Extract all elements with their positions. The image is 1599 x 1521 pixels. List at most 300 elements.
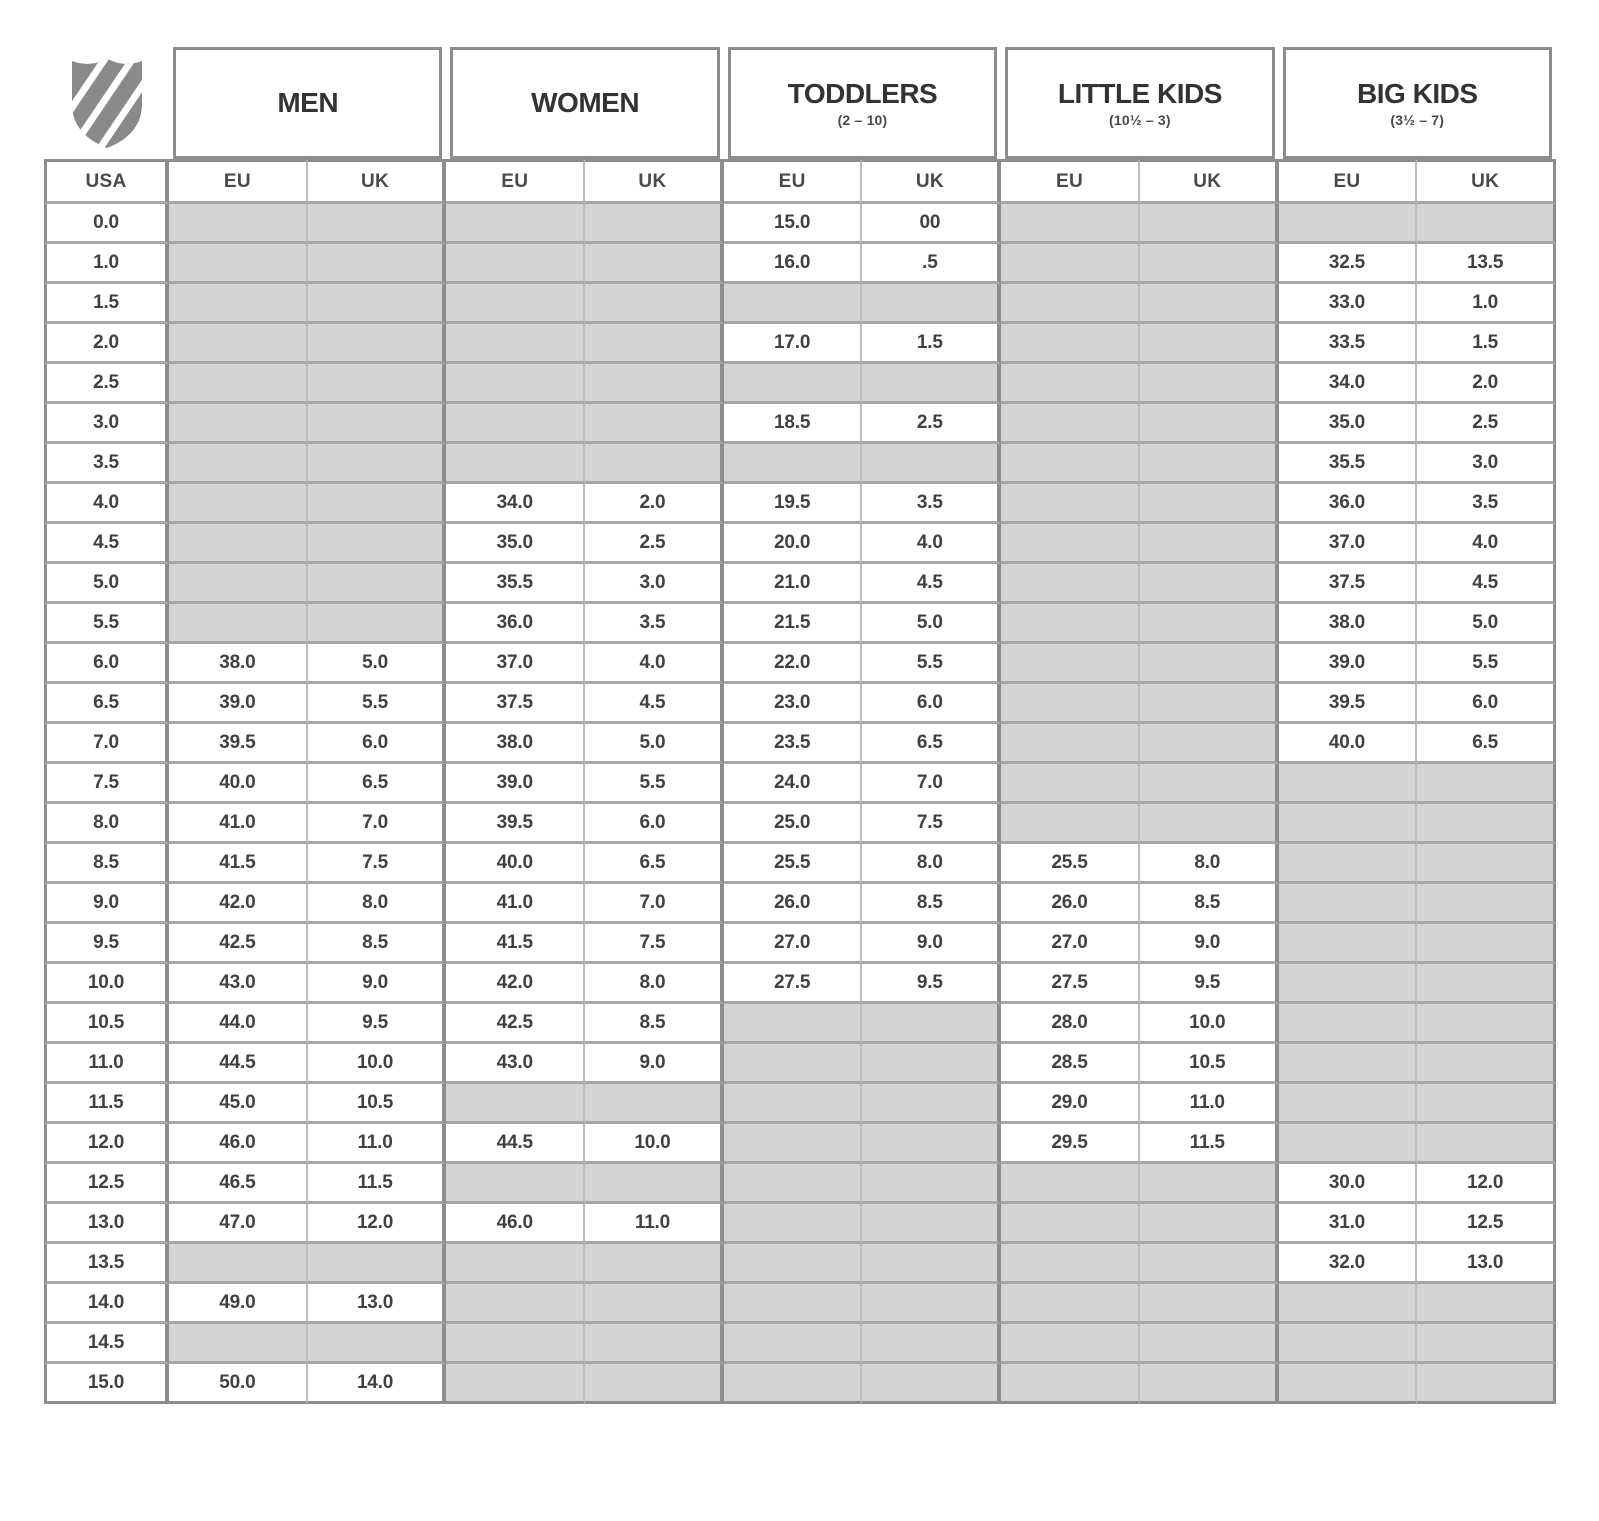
empty-cell	[1417, 1324, 1556, 1364]
group-subtitle: (2 – 10)	[837, 112, 888, 128]
size-cell: 0.0	[44, 204, 169, 244]
size-cell: 23.0	[724, 684, 863, 724]
empty-cell	[1140, 684, 1279, 724]
size-cell: 36.0	[446, 604, 585, 644]
size-cell: 38.0	[446, 724, 585, 764]
column-header-row	[44, 159, 1556, 204]
size-cell: 13.0	[44, 1204, 169, 1244]
empty-cell	[308, 1324, 447, 1364]
empty-cell	[1140, 1364, 1279, 1404]
size-cell: 7.0	[44, 724, 169, 764]
empty-cell	[1140, 284, 1279, 324]
empty-cell	[1001, 244, 1140, 284]
table-row	[44, 1324, 1556, 1364]
size-cell: 5.0	[862, 604, 1001, 644]
group-header-men	[169, 47, 446, 159]
size-cell: 41.0	[169, 804, 308, 844]
size-cell: 12.0	[308, 1204, 447, 1244]
size-cell: 6.5	[44, 684, 169, 724]
empty-cell	[724, 1324, 863, 1364]
empty-cell	[308, 324, 447, 364]
size-cell: 6.0	[585, 804, 724, 844]
size-cell: 42.5	[169, 924, 308, 964]
empty-cell	[1001, 804, 1140, 844]
empty-cell	[308, 1244, 447, 1284]
size-cell: 9.0	[862, 924, 1001, 964]
column-header-eu: EU	[724, 159, 863, 204]
table-row	[44, 1044, 1556, 1084]
size-cell: 8.0	[585, 964, 724, 1004]
size-cell: 11.0	[1140, 1084, 1279, 1124]
size-cell: 4.5	[862, 564, 1001, 604]
size-cell: 27.5	[1001, 964, 1140, 1004]
size-cell: 7.5	[862, 804, 1001, 844]
size-cell: 25.5	[724, 844, 863, 884]
size-cell: 9.5	[308, 1004, 447, 1044]
size-cell: 26.0	[1001, 884, 1140, 924]
empty-cell	[446, 364, 585, 404]
table-row	[44, 1204, 1556, 1244]
table-header-row	[44, 47, 1556, 159]
group-subtitle: (10½ – 3)	[1109, 112, 1171, 128]
column-header-usa: USA	[44, 159, 169, 204]
empty-cell	[1140, 524, 1279, 564]
column-header-uk: UK	[1417, 159, 1556, 204]
size-cell: 43.0	[169, 964, 308, 1004]
size-cell: 37.5	[446, 684, 585, 724]
empty-cell	[169, 204, 308, 244]
size-cell: 5.5	[308, 684, 447, 724]
empty-cell	[446, 1084, 585, 1124]
empty-cell	[724, 1084, 863, 1124]
empty-cell	[1279, 1364, 1418, 1404]
size-cell: 2.5	[862, 404, 1001, 444]
size-cell: 4.0	[1417, 524, 1556, 564]
empty-cell	[1001, 764, 1140, 804]
size-cell: 21.0	[724, 564, 863, 604]
table-row	[44, 1164, 1556, 1204]
size-cell: 38.0	[169, 644, 308, 684]
table-row	[44, 844, 1556, 884]
size-cell: 46.0	[169, 1124, 308, 1164]
empty-cell	[446, 404, 585, 444]
empty-cell	[446, 244, 585, 284]
empty-cell	[446, 1244, 585, 1284]
empty-cell	[1417, 844, 1556, 884]
empty-cell	[724, 1004, 863, 1044]
size-cell: 3.5	[44, 444, 169, 484]
empty-cell	[169, 484, 308, 524]
empty-cell	[724, 1244, 863, 1284]
size-cell: 15.0	[44, 1364, 169, 1404]
empty-cell	[724, 1124, 863, 1164]
empty-cell	[446, 1284, 585, 1324]
size-cell: 11.5	[308, 1164, 447, 1204]
size-cell: 22.0	[724, 644, 863, 684]
size-cell: 5.5	[585, 764, 724, 804]
size-cell: 6.0	[44, 644, 169, 684]
size-cell: 39.5	[169, 724, 308, 764]
empty-cell	[1279, 1284, 1418, 1324]
empty-cell	[169, 1244, 308, 1284]
empty-cell	[446, 284, 585, 324]
empty-cell	[169, 1324, 308, 1364]
size-cell: 8.0	[44, 804, 169, 844]
size-cell: 38.0	[1279, 604, 1418, 644]
size-cell: 46.0	[446, 1204, 585, 1244]
empty-cell	[1279, 884, 1418, 924]
empty-cell	[1279, 764, 1418, 804]
size-cell: 40.0	[169, 764, 308, 804]
size-cell: 13.5	[44, 1244, 169, 1284]
size-cell: 10.5	[44, 1004, 169, 1044]
empty-cell	[862, 1284, 1001, 1324]
empty-cell	[308, 284, 447, 324]
size-cell: 1.5	[862, 324, 1001, 364]
size-cell: 8.0	[308, 884, 447, 924]
size-cell: 10.0	[585, 1124, 724, 1164]
size-cell: 3.5	[585, 604, 724, 644]
size-cell: 24.0	[724, 764, 863, 804]
empty-cell	[169, 404, 308, 444]
empty-cell	[1279, 1044, 1418, 1084]
size-cell: 5.0	[1417, 604, 1556, 644]
table-row	[44, 1084, 1556, 1124]
empty-cell	[1279, 1124, 1418, 1164]
empty-cell	[169, 564, 308, 604]
table-row	[44, 284, 1556, 324]
empty-cell	[1001, 524, 1140, 564]
size-cell: 26.0	[724, 884, 863, 924]
empty-cell	[169, 604, 308, 644]
size-cell: 6.0	[1417, 684, 1556, 724]
empty-cell	[1279, 844, 1418, 884]
column-header-uk: UK	[1140, 159, 1279, 204]
size-cell: 14.5	[44, 1324, 169, 1364]
size-cell: 1.0	[44, 244, 169, 284]
table-row	[44, 204, 1556, 244]
empty-cell	[1417, 924, 1556, 964]
empty-cell	[1417, 804, 1556, 844]
size-cell: 5.5	[862, 644, 1001, 684]
size-cell: 19.5	[724, 484, 863, 524]
size-cell: 12.0	[44, 1124, 169, 1164]
empty-cell	[1140, 804, 1279, 844]
empty-cell	[1140, 724, 1279, 764]
size-cell: 4.5	[585, 684, 724, 724]
table-row	[44, 1364, 1556, 1404]
empty-cell	[585, 1364, 724, 1404]
empty-cell	[169, 524, 308, 564]
size-cell: 3.5	[862, 484, 1001, 524]
empty-cell	[1279, 1004, 1418, 1044]
table-row	[44, 684, 1556, 724]
size-cell: 9.0	[44, 884, 169, 924]
size-chart-page	[44, 47, 1556, 1404]
size-cell: 16.0	[724, 244, 863, 284]
size-cell: 6.5	[585, 844, 724, 884]
size-cell: 31.0	[1279, 1204, 1418, 1244]
size-cell: 34.0	[1279, 364, 1418, 404]
group-title: TODDLERS	[787, 78, 938, 109]
empty-cell	[1001, 204, 1140, 244]
empty-cell	[1279, 204, 1418, 244]
group-box	[450, 47, 719, 159]
empty-cell	[1140, 1204, 1279, 1244]
empty-cell	[446, 324, 585, 364]
column-header-eu: EU	[1279, 159, 1418, 204]
empty-cell	[724, 1164, 863, 1204]
size-cell: 8.0	[862, 844, 1001, 884]
size-cell: 11.5	[44, 1084, 169, 1124]
column-header-eu: EU	[169, 159, 308, 204]
empty-cell	[585, 364, 724, 404]
empty-cell	[724, 284, 863, 324]
empty-cell	[862, 1244, 1001, 1284]
empty-cell	[724, 364, 863, 404]
size-cell: 30.0	[1279, 1164, 1418, 1204]
size-cell: 3.0	[44, 404, 169, 444]
empty-cell	[585, 244, 724, 284]
size-cell: 15.0	[724, 204, 863, 244]
size-cell: 50.0	[169, 1364, 308, 1404]
table-row	[44, 764, 1556, 804]
empty-cell	[1001, 1204, 1140, 1244]
group-subtitle: (3½ – 7)	[1390, 112, 1445, 128]
size-cell: 42.0	[446, 964, 585, 1004]
size-cell: 12.0	[1417, 1164, 1556, 1204]
size-cell: 10.0	[44, 964, 169, 1004]
empty-cell	[1417, 884, 1556, 924]
size-cell: 5.0	[308, 644, 447, 684]
empty-cell	[1001, 444, 1140, 484]
size-cell: 42.5	[446, 1004, 585, 1044]
empty-cell	[1140, 764, 1279, 804]
size-cell: 13.0	[308, 1284, 447, 1324]
table-row	[44, 964, 1556, 1004]
table-row	[44, 1244, 1556, 1284]
empty-cell	[862, 1004, 1001, 1044]
table-row	[44, 564, 1556, 604]
column-header-uk: UK	[585, 159, 724, 204]
size-cell: 39.0	[1279, 644, 1418, 684]
empty-cell	[862, 1324, 1001, 1364]
empty-cell	[1417, 964, 1556, 1004]
empty-cell	[446, 1164, 585, 1204]
column-header-eu: EU	[446, 159, 585, 204]
size-cell: 35.0	[446, 524, 585, 564]
table-row	[44, 524, 1556, 564]
table-row	[44, 1124, 1556, 1164]
size-cell: 41.5	[169, 844, 308, 884]
empty-cell	[862, 1084, 1001, 1124]
size-cell: 7.0	[862, 764, 1001, 804]
table-row	[44, 1284, 1556, 1324]
size-cell: 4.0	[44, 484, 169, 524]
size-cell: 11.0	[44, 1044, 169, 1084]
empty-cell	[1140, 364, 1279, 404]
size-cell: 27.5	[724, 964, 863, 1004]
size-cell: 9.5	[862, 964, 1001, 1004]
size-cell: 9.5	[44, 924, 169, 964]
empty-cell	[1417, 1044, 1556, 1084]
empty-cell	[446, 1364, 585, 1404]
size-cell: 12.5	[44, 1164, 169, 1204]
size-cell: 5.5	[1417, 644, 1556, 684]
empty-cell	[169, 244, 308, 284]
size-cell: .5	[862, 244, 1001, 284]
empty-cell	[1140, 404, 1279, 444]
empty-cell	[1140, 324, 1279, 364]
size-cell: 42.0	[169, 884, 308, 924]
size-cell: 1.5	[44, 284, 169, 324]
empty-cell	[585, 1284, 724, 1324]
size-cell: 11.5	[1140, 1124, 1279, 1164]
size-cell: 32.0	[1279, 1244, 1418, 1284]
size-cell: 2.0	[1417, 364, 1556, 404]
empty-cell	[1140, 1244, 1279, 1284]
size-cell: 8.5	[1140, 884, 1279, 924]
empty-cell	[585, 1084, 724, 1124]
size-cell: 4.5	[1417, 564, 1556, 604]
group-header-toddlers	[724, 47, 1001, 159]
empty-cell	[1279, 924, 1418, 964]
empty-cell	[1140, 564, 1279, 604]
group-title: MEN	[277, 87, 339, 118]
size-cell: 7.0	[308, 804, 447, 844]
size-cell: 13.5	[1417, 244, 1556, 284]
empty-cell	[1417, 1084, 1556, 1124]
size-cell: 27.0	[724, 924, 863, 964]
size-cell: 1.0	[1417, 284, 1556, 324]
size-cell: 4.0	[585, 644, 724, 684]
size-cell: 7.5	[585, 924, 724, 964]
empty-cell	[862, 1164, 1001, 1204]
empty-cell	[1001, 324, 1140, 364]
size-cell: 45.0	[169, 1084, 308, 1124]
empty-cell	[169, 444, 308, 484]
size-cell: 6.5	[308, 764, 447, 804]
size-cell: 40.0	[1279, 724, 1418, 764]
column-header-uk: UK	[308, 159, 447, 204]
size-cell: 3.0	[585, 564, 724, 604]
size-cell: 44.0	[169, 1004, 308, 1044]
group-title: LITTLE KIDS	[1057, 78, 1222, 109]
kswiss-shield-icon	[69, 56, 145, 150]
table-row	[44, 804, 1556, 844]
empty-cell	[862, 444, 1001, 484]
column-header-eu: EU	[1001, 159, 1140, 204]
empty-cell	[308, 444, 447, 484]
size-cell: 25.0	[724, 804, 863, 844]
empty-cell	[585, 204, 724, 244]
table-row	[44, 404, 1556, 444]
group-box	[173, 47, 442, 159]
empty-cell	[1140, 1164, 1279, 1204]
size-cell: 25.5	[1001, 844, 1140, 884]
size-cell: 12.5	[1417, 1204, 1556, 1244]
size-cell: 32.5	[1279, 244, 1418, 284]
empty-cell	[1279, 1324, 1418, 1364]
size-cell: 44.5	[169, 1044, 308, 1084]
empty-cell	[862, 1044, 1001, 1084]
empty-cell	[308, 244, 447, 284]
empty-cell	[1001, 1364, 1140, 1404]
size-cell: 11.0	[585, 1204, 724, 1244]
empty-cell	[862, 284, 1001, 324]
empty-cell	[308, 204, 447, 244]
size-cell: 18.5	[724, 404, 863, 444]
table-row	[44, 244, 1556, 284]
empty-cell	[724, 1284, 863, 1324]
empty-cell	[308, 484, 447, 524]
size-cell: 7.0	[585, 884, 724, 924]
size-cell: 36.0	[1279, 484, 1418, 524]
size-cell: 8.5	[308, 924, 447, 964]
size-cell: 39.0	[169, 684, 308, 724]
table-row	[44, 484, 1556, 524]
empty-cell	[1001, 1284, 1140, 1324]
size-cell: 44.5	[446, 1124, 585, 1164]
empty-cell	[862, 1204, 1001, 1244]
size-cell: 37.5	[1279, 564, 1418, 604]
empty-cell	[1140, 204, 1279, 244]
empty-cell	[1417, 1004, 1556, 1044]
size-cell: 4.0	[862, 524, 1001, 564]
empty-cell	[1140, 244, 1279, 284]
size-table-body	[44, 204, 1556, 1404]
empty-cell	[169, 364, 308, 404]
empty-cell	[1001, 284, 1140, 324]
table-row	[44, 644, 1556, 684]
group-header-little-kids	[1001, 47, 1278, 159]
size-cell: 5.0	[44, 564, 169, 604]
empty-cell	[169, 324, 308, 364]
size-cell: 13.0	[1417, 1244, 1556, 1284]
empty-cell	[585, 1164, 724, 1204]
size-cell: 27.0	[1001, 924, 1140, 964]
group-box	[1283, 47, 1552, 159]
size-cell: 9.0	[1140, 924, 1279, 964]
empty-cell	[862, 1364, 1001, 1404]
empty-cell	[1001, 404, 1140, 444]
empty-cell	[1001, 604, 1140, 644]
empty-cell	[1279, 964, 1418, 1004]
size-cell: 2.0	[44, 324, 169, 364]
empty-cell	[1001, 484, 1140, 524]
empty-cell	[308, 564, 447, 604]
size-cell: 7.5	[44, 764, 169, 804]
group-title: WOMEN	[531, 87, 640, 118]
size-cell: 00	[862, 204, 1001, 244]
empty-cell	[308, 364, 447, 404]
size-cell: 2.5	[585, 524, 724, 564]
empty-cell	[862, 1124, 1001, 1164]
size-cell: 9.0	[585, 1044, 724, 1084]
table-row	[44, 724, 1556, 764]
size-cell: 7.5	[308, 844, 447, 884]
empty-cell	[446, 444, 585, 484]
empty-cell	[1001, 724, 1140, 764]
size-cell: 10.5	[1140, 1044, 1279, 1084]
size-cell: 33.0	[1279, 284, 1418, 324]
empty-cell	[1140, 644, 1279, 684]
size-cell: 6.0	[308, 724, 447, 764]
empty-cell	[585, 324, 724, 364]
group-box	[1005, 47, 1274, 159]
size-cell: 1.5	[1417, 324, 1556, 364]
size-cell: 29.5	[1001, 1124, 1140, 1164]
